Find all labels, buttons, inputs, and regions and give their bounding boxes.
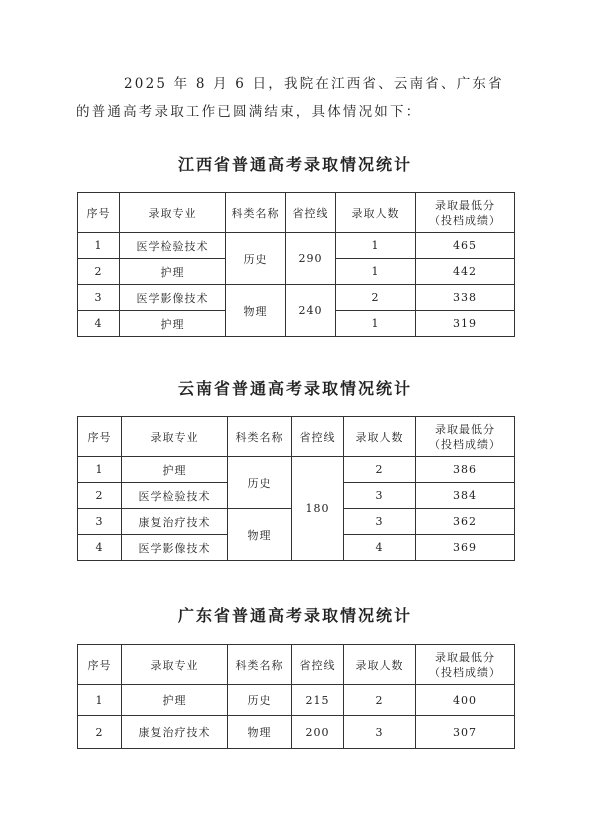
row-seq: 1 bbox=[78, 685, 122, 716]
row-score: 384 bbox=[416, 483, 515, 509]
row-line: 290 bbox=[286, 233, 336, 285]
header-major: 录取专业 bbox=[122, 417, 228, 457]
table-row bbox=[78, 285, 515, 311]
jiangxi-title: 江西省普通高考录取情况统计 bbox=[177, 155, 412, 174]
row-seq: 2 bbox=[78, 259, 120, 285]
row-count: 1 bbox=[336, 233, 416, 259]
row-line: 200 bbox=[292, 716, 344, 749]
row-seq: 2 bbox=[78, 716, 122, 749]
header-seq: 序号 bbox=[78, 193, 120, 233]
row-seq: 4 bbox=[78, 535, 122, 561]
row-subject: 物理 bbox=[228, 509, 292, 561]
intro-paragraph: 2025 年 8 月 6 日，我院在江西省、云南省、广东省的普通高考录取工作已圆满结束，具体情况如下： bbox=[76, 76, 504, 120]
header-min-score-note: （投档成绩） bbox=[429, 213, 501, 227]
row-major: 护理 bbox=[122, 457, 228, 483]
row-seq: 3 bbox=[78, 285, 120, 311]
header-min-score bbox=[416, 193, 515, 233]
row-count: 4 bbox=[344, 535, 416, 561]
row-seq: 3 bbox=[78, 509, 122, 535]
row-score: 442 bbox=[416, 259, 515, 285]
header-subject: 科类名称 bbox=[226, 193, 286, 233]
header-major: 录取专业 bbox=[120, 193, 226, 233]
row-count: 1 bbox=[336, 311, 416, 337]
row-score: 307 bbox=[416, 716, 515, 749]
row-line: 215 bbox=[292, 685, 344, 716]
row-subject: 物理 bbox=[228, 716, 292, 749]
row-count: 3 bbox=[344, 716, 416, 749]
row-seq: 1 bbox=[78, 233, 120, 259]
header-min-score-label: 录取最低分 bbox=[435, 422, 495, 436]
header-count: 录取人数 bbox=[344, 645, 416, 685]
row-subject: 历史 bbox=[228, 685, 292, 716]
row-seq: 1 bbox=[78, 457, 122, 483]
yunnan-title: 云南省普通高考录取情况统计 bbox=[177, 379, 412, 398]
row-seq: 2 bbox=[78, 483, 122, 509]
row-count: 2 bbox=[344, 685, 416, 716]
table-row bbox=[78, 685, 515, 716]
row-score: 362 bbox=[416, 509, 515, 535]
row-line: 180 bbox=[292, 457, 344, 561]
row-score: 338 bbox=[416, 285, 515, 311]
header-min-score-label: 录取最低分 bbox=[435, 650, 495, 664]
row-major: 医学影像技术 bbox=[122, 535, 228, 561]
row-major: 护理 bbox=[122, 685, 228, 716]
header-min-score-note: （投档成绩） bbox=[429, 437, 501, 451]
table-row bbox=[78, 716, 515, 749]
row-count: 3 bbox=[344, 483, 416, 509]
row-score: 386 bbox=[416, 457, 515, 483]
header-line: 省控线 bbox=[292, 645, 344, 685]
header-subject: 科类名称 bbox=[228, 645, 292, 685]
table-row bbox=[78, 233, 515, 259]
header-count: 录取人数 bbox=[344, 417, 416, 457]
header-major: 录取专业 bbox=[122, 645, 228, 685]
row-count: 3 bbox=[344, 509, 416, 535]
jiangxi-table bbox=[77, 192, 515, 337]
row-count: 2 bbox=[344, 457, 416, 483]
row-subject: 物理 bbox=[226, 285, 286, 337]
row-major: 护理 bbox=[120, 311, 226, 337]
row-major: 医学检验技术 bbox=[120, 233, 226, 259]
row-subject: 历史 bbox=[228, 457, 292, 509]
table-row bbox=[78, 457, 515, 483]
row-count: 1 bbox=[336, 259, 416, 285]
row-score: 369 bbox=[416, 535, 515, 561]
guangdong-title: 广东省普通高考录取情况统计 bbox=[177, 606, 412, 625]
row-major: 护理 bbox=[120, 259, 226, 285]
table-header-row bbox=[78, 193, 515, 233]
table-header-row bbox=[78, 417, 515, 457]
header-seq: 序号 bbox=[78, 645, 122, 685]
row-major: 康复治疗技术 bbox=[122, 716, 228, 749]
row-line: 240 bbox=[286, 285, 336, 337]
header-subject: 科类名称 bbox=[228, 417, 292, 457]
header-min-score-note: （投档成绩） bbox=[429, 665, 501, 679]
header-min-score bbox=[416, 645, 515, 685]
header-min-score-label: 录取最低分 bbox=[435, 198, 495, 212]
row-count: 2 bbox=[336, 285, 416, 311]
header-seq: 序号 bbox=[78, 417, 122, 457]
header-min-score bbox=[416, 417, 515, 457]
header-count: 录取人数 bbox=[336, 193, 416, 233]
table-header-row bbox=[78, 645, 515, 685]
row-score: 319 bbox=[416, 311, 515, 337]
header-line: 省控线 bbox=[292, 417, 344, 457]
yunnan-table bbox=[77, 416, 515, 561]
row-major: 康复治疗技术 bbox=[122, 509, 228, 535]
header-line: 省控线 bbox=[286, 193, 336, 233]
row-subject: 历史 bbox=[226, 233, 286, 285]
guangdong-table bbox=[77, 644, 515, 749]
row-score: 400 bbox=[416, 685, 515, 716]
row-seq: 4 bbox=[78, 311, 120, 337]
row-major: 医学检验技术 bbox=[122, 483, 228, 509]
row-major: 医学影像技术 bbox=[120, 285, 226, 311]
row-score: 465 bbox=[416, 233, 515, 259]
